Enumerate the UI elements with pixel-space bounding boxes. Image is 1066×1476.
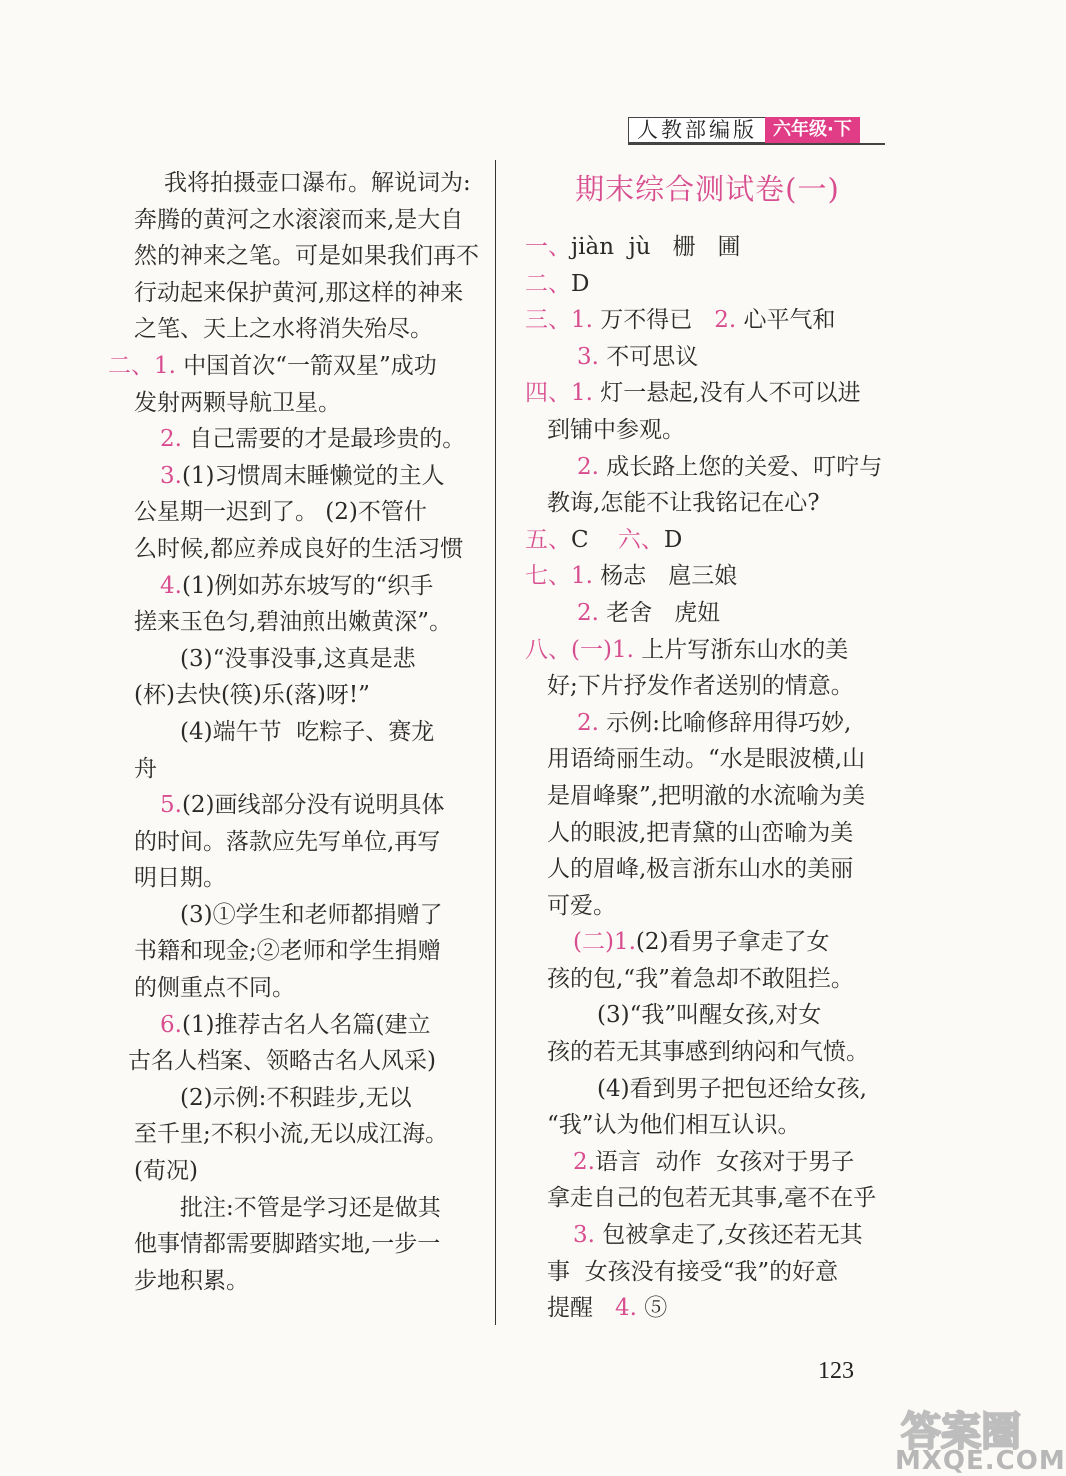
answer-line	[525, 632, 890, 669]
answer-text: (3)①学生和老师都捐赠了	[180, 901, 443, 928]
answer-text: (荀况)	[134, 1158, 198, 1185]
answer-line	[108, 824, 478, 861]
answer-text: 舟	[134, 755, 157, 782]
question-number: 4.	[614, 1295, 637, 1322]
watermark-domain: MXQE.COM	[895, 1446, 1066, 1476]
answer-text: 孩的若无其事感到纳闷和气愤。	[547, 1039, 869, 1066]
answer-text: 之笔、天上之水将消失殆尽。	[134, 316, 433, 343]
answer-line	[525, 412, 890, 449]
answer-text: 公星期一迟到了。 (2)不管什	[134, 499, 427, 526]
answer-line	[108, 531, 478, 568]
answer-text: C	[571, 526, 618, 553]
answer-text: 中国首次“一箭双星”成功	[175, 352, 437, 379]
answer-text: 搓来玉色匀,碧油煎出嫩黄深”。	[134, 609, 453, 636]
question-number: 二、1.	[108, 352, 176, 379]
answer-line	[108, 1190, 478, 1227]
answer-text: 我将拍摄壶口瀑布。解说词为:	[164, 170, 471, 196]
question-number: 3.	[160, 462, 182, 489]
answer-text: 的侧重点不同。	[134, 975, 295, 1002]
answer-line	[525, 266, 890, 303]
answer-text: 他事情都需要脚踏实地,一步一	[134, 1231, 441, 1258]
answer-line	[108, 1116, 478, 1153]
question-number: 4.	[160, 572, 182, 599]
question-number: 六、	[617, 526, 664, 553]
answer-text: 语言 动作 女孩对于男子	[594, 1148, 855, 1175]
answer-text: 事 女孩没有接受“我”的好意	[547, 1258, 839, 1285]
answer-line	[108, 1263, 478, 1300]
answer-line	[108, 677, 478, 714]
answer-line	[525, 961, 890, 998]
answer-line	[108, 1007, 478, 1044]
page-header	[628, 117, 860, 143]
answer-text: (3)“没事没事,这真是悲	[180, 645, 416, 672]
answer-text: D	[663, 526, 683, 553]
answer-line	[525, 595, 890, 632]
answer-text: (2)画线部分没有说明具体	[181, 792, 445, 819]
answer-line	[108, 714, 478, 751]
answer-text: 步地积累。	[134, 1267, 249, 1294]
answer-line	[108, 970, 478, 1007]
answer-line	[108, 458, 478, 495]
grade-label: 六年级·下	[765, 117, 860, 143]
answer-line	[525, 229, 890, 266]
answer-line	[108, 751, 478, 788]
answer-text: (2)看男子拿走了女	[635, 929, 830, 956]
answer-text: 万不得已	[592, 307, 715, 334]
answer-line	[108, 1043, 478, 1080]
answer-text: 孩的包,“我”着急却不敢阻拦。	[547, 965, 854, 992]
question-number: 2.	[573, 1148, 595, 1175]
answer-text: D	[571, 270, 590, 297]
answer-line	[525, 888, 890, 925]
answer-line	[108, 165, 478, 202]
question-number: 2.	[714, 307, 737, 334]
answer-line	[525, 668, 890, 705]
answer-line	[108, 1153, 478, 1190]
answer-line	[525, 778, 890, 815]
left-answer-column	[108, 165, 478, 1299]
answer-text: 书籍和现金;②老师和学生捐赠	[134, 938, 441, 965]
answer-text: 可爱。	[547, 892, 616, 919]
answer-line	[525, 1071, 890, 1108]
answer-text: 批注:不管是学习还是做其	[180, 1194, 441, 1221]
answer-text: 教诲,怎能不让我铭记在心?	[547, 490, 820, 517]
answer-text: (1)例如苏东坡写的“织手	[181, 572, 434, 599]
answer-text: 明日期。	[134, 865, 226, 892]
question-number: 七、1.	[525, 563, 593, 590]
question-number: 3.	[577, 343, 599, 370]
answer-text: 自己需要的才是最珍贵的。	[181, 426, 466, 453]
right-answer-lines	[525, 229, 890, 1327]
answer-text: jiàn jù 栅 圃	[571, 234, 741, 260]
answer-text: 上片写浙东山水的美	[633, 636, 849, 663]
answer-line	[525, 741, 890, 778]
answer-text: 古名人档案、领略古名人风采)	[128, 1048, 436, 1075]
question-number: 八、(一)1.	[525, 636, 634, 663]
answer-line	[525, 522, 890, 559]
question-number: 四、1.	[525, 380, 593, 407]
question-number: 二、	[525, 270, 571, 297]
answer-text: (4)看到男子把包还给女孩,	[597, 1075, 867, 1102]
answer-line	[108, 1226, 478, 1263]
question-number: 2.	[577, 599, 599, 626]
answer-line	[525, 705, 890, 742]
right-answer-column	[525, 165, 890, 1327]
answer-line	[525, 924, 890, 961]
answer-text: (1)推荐古名人名篇(建立	[181, 1011, 431, 1038]
question-number: 三、1.	[525, 307, 593, 334]
answer-line	[108, 860, 478, 897]
answer-line	[108, 494, 478, 531]
answer-text: 人的眼波,把青黛的山峦喻为美	[547, 819, 854, 846]
answer-text: 到铺中参观。	[547, 416, 685, 443]
answer-text: 好;下片抒发作者送别的情意。	[547, 673, 854, 700]
answer-text: (3)“我”叫醒女孩,对女	[597, 1002, 822, 1029]
answer-line	[525, 449, 890, 486]
answer-line	[525, 1107, 890, 1144]
answer-line	[525, 375, 890, 412]
answer-text: ⑤	[636, 1295, 668, 1322]
answer-line	[525, 815, 890, 852]
question-number: 2.	[577, 709, 599, 736]
answer-line	[525, 485, 890, 522]
answer-text: 用语绮丽生动。“水是眼波横,山	[547, 746, 866, 773]
answer-line	[108, 348, 478, 385]
question-number: (二)1.	[573, 929, 636, 956]
answer-text: 么时候,都应养成良好的生活习惯	[134, 535, 464, 562]
answer-line	[525, 1034, 890, 1071]
answer-line	[525, 339, 890, 376]
answer-line	[525, 1254, 890, 1291]
answer-text: 然的神来之笔。可是如果我们再不	[134, 243, 479, 270]
answer-line	[108, 604, 478, 641]
answer-text: 提醒	[547, 1295, 615, 1322]
answer-text: (2)示例:不积跬步,无以	[180, 1084, 412, 1111]
answer-line	[108, 1080, 478, 1117]
answer-line	[525, 851, 890, 888]
answer-line	[525, 1290, 890, 1327]
answer-line	[525, 558, 890, 595]
question-number: 5.	[160, 792, 182, 819]
answer-text: “我”认为他们相互认识。	[547, 1112, 801, 1139]
answer-text: 行动起来保护黄河,那这样的神来	[134, 279, 464, 306]
answer-line	[108, 568, 478, 605]
answer-text: 成长路上您的关爱、叮咛与	[598, 453, 883, 480]
answer-text: 示例:比喻修辞用得巧妙,	[598, 709, 852, 736]
question-number: 2.	[160, 426, 182, 453]
answer-line	[108, 897, 478, 934]
answer-text: 杨志 扈三娘	[592, 563, 738, 590]
answer-line	[525, 1144, 890, 1181]
section-title: 期末综合测试卷(一)	[575, 172, 840, 206]
answer-line	[108, 933, 478, 970]
answer-line	[108, 275, 478, 312]
answer-text: 灯一悬起,没有人不可以进	[592, 380, 861, 407]
answer-text: (4)端午节 吃粽子、赛龙	[180, 718, 435, 745]
answer-line	[108, 311, 478, 348]
watermark-text: 答案圈	[901, 1409, 1021, 1455]
question-number: 一、	[525, 234, 571, 260]
publisher-label: 人教部编版	[628, 117, 765, 143]
answer-line	[525, 302, 890, 339]
question-number: 2.	[577, 453, 599, 480]
answer-line	[108, 385, 478, 422]
answer-text: 发射两颗导航卫星。	[134, 389, 341, 416]
answer-text: 的时间。落款应先写单位,再写	[134, 828, 441, 855]
page-number: 123	[818, 1358, 854, 1384]
question-number: 五、	[525, 526, 571, 553]
answer-text: 不可思议	[598, 343, 699, 370]
answer-text: 是眉峰聚”,把明澈的水流喻为美	[547, 782, 866, 809]
answer-line	[525, 997, 890, 1034]
answer-text: (杯)去快(筷)乐(落)呀!”	[134, 682, 370, 709]
answer-text: 心平气和	[736, 307, 836, 334]
answer-text: 包被拿走了,女孩还若无其	[594, 1222, 863, 1249]
answer-line	[108, 238, 478, 275]
answer-text: 奔腾的黄河之水滚滚而来,是大自	[134, 206, 464, 233]
column-divider	[495, 160, 496, 1325]
answer-text: 拿走自己的包若无其事,毫不在乎	[547, 1185, 877, 1212]
answer-text: 至千里;不积小流,无以成江海。	[134, 1121, 449, 1148]
answer-line	[525, 1180, 890, 1217]
answer-line	[108, 787, 478, 824]
question-number: 3.	[573, 1222, 595, 1249]
header-rule	[628, 143, 885, 145]
answer-line	[108, 641, 478, 678]
answer-line	[108, 421, 478, 458]
answer-line	[525, 1217, 890, 1254]
answer-text: (1)习惯周末睡懒觉的主人	[181, 462, 445, 489]
answer-text: 人的眉峰,极言浙东山水的美丽	[547, 856, 854, 883]
question-number: 6.	[160, 1011, 182, 1038]
answer-line	[108, 202, 478, 239]
answer-text: 老舍 虎妞	[598, 599, 721, 626]
